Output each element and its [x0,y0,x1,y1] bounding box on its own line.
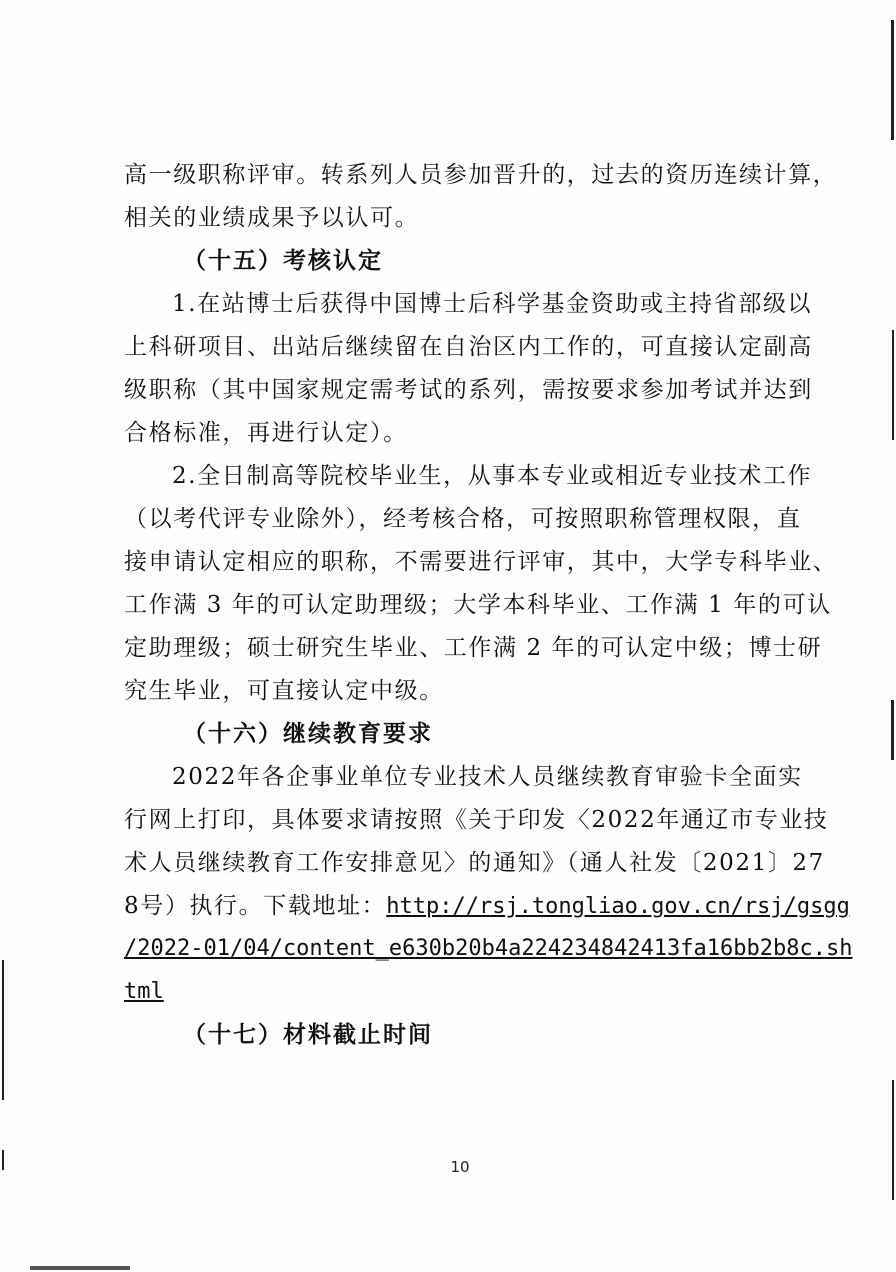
body-text-line: 行网上打印，具体要求请按照《关于印发〈2022年通辽市专业技 [124,807,829,833]
download-link-part-3[interactable]: tml [124,979,164,1004]
scan-edge-mark [892,1080,894,1200]
scan-edge-mark [2,960,4,1100]
download-link-part-1[interactable]: http://rsj.tongliao.gov.cn/rsj/gsgg [386,894,850,919]
body-text-line: 究生毕业，可直接认定中级。 [124,678,444,704]
scan-edge-mark [891,700,894,760]
body-text-line: 高一级职称评审。转系列人员参加晋升的，过去的资历连续计算， [124,162,838,188]
body-text-line: 1.在站博士后获得中国博士后科学基金资助或主持省部级以 [172,291,813,317]
body-text-line: 合格标准，再进行认定）。 [124,420,408,446]
scan-edge-mark [2,1150,4,1170]
scan-bottom-mark [30,1266,130,1270]
download-label: 8号）执行。下载地址： [124,893,387,919]
section-heading-16: （十六）继续教育要求 [183,720,433,747]
body-text-line: 级职称（其中国家规定需考试的系列，需按要求参加考试并达到 [124,377,813,403]
section-heading-17: （十七）材料截止时间 [183,1021,433,1048]
page-number: 10 [450,1158,470,1176]
body-text-line: 2.全日制高等院校毕业生，从事本专业或相近专业技术工作 [172,463,813,489]
body-text-line: 相关的业绩成果予以认可。 [124,205,420,231]
body-text-line: 工作满 3 年的可认定助理级；大学本科毕业、工作满 1 年的可认 [124,592,832,618]
body-text-line: 定助理级；硕士研究生毕业、工作满 2 年的可认定中级；博士研 [124,635,823,661]
body-text-line: 接申请认定相应的职称，不需要进行评审，其中，大学专科毕业、 [124,549,838,575]
body-text-line [124,891,850,921]
body-text-line: 2022年各企事业单位专业技术人员继续教育审验卡全面实 [172,764,803,790]
body-text-line: 术人员继续教育工作安排意见〉的通知》（通人社发〔2021〕27 [124,850,825,876]
download-link-part-2[interactable]: /2022-01/04/content_e630b20b4a224234842413fa16bb2b8c.sh [124,936,853,961]
body-text-line: （以考代评专业除外），经考核合格，可按照职称管理权限，直 [124,506,802,532]
body-text-line: 上科研项目、出站后继续留在自治区内工作的，可直接认定副高 [124,334,813,360]
scan-edge-mark [891,20,894,140]
section-heading-15: （十五）考核认定 [183,247,383,274]
scan-edge-mark [892,330,894,440]
